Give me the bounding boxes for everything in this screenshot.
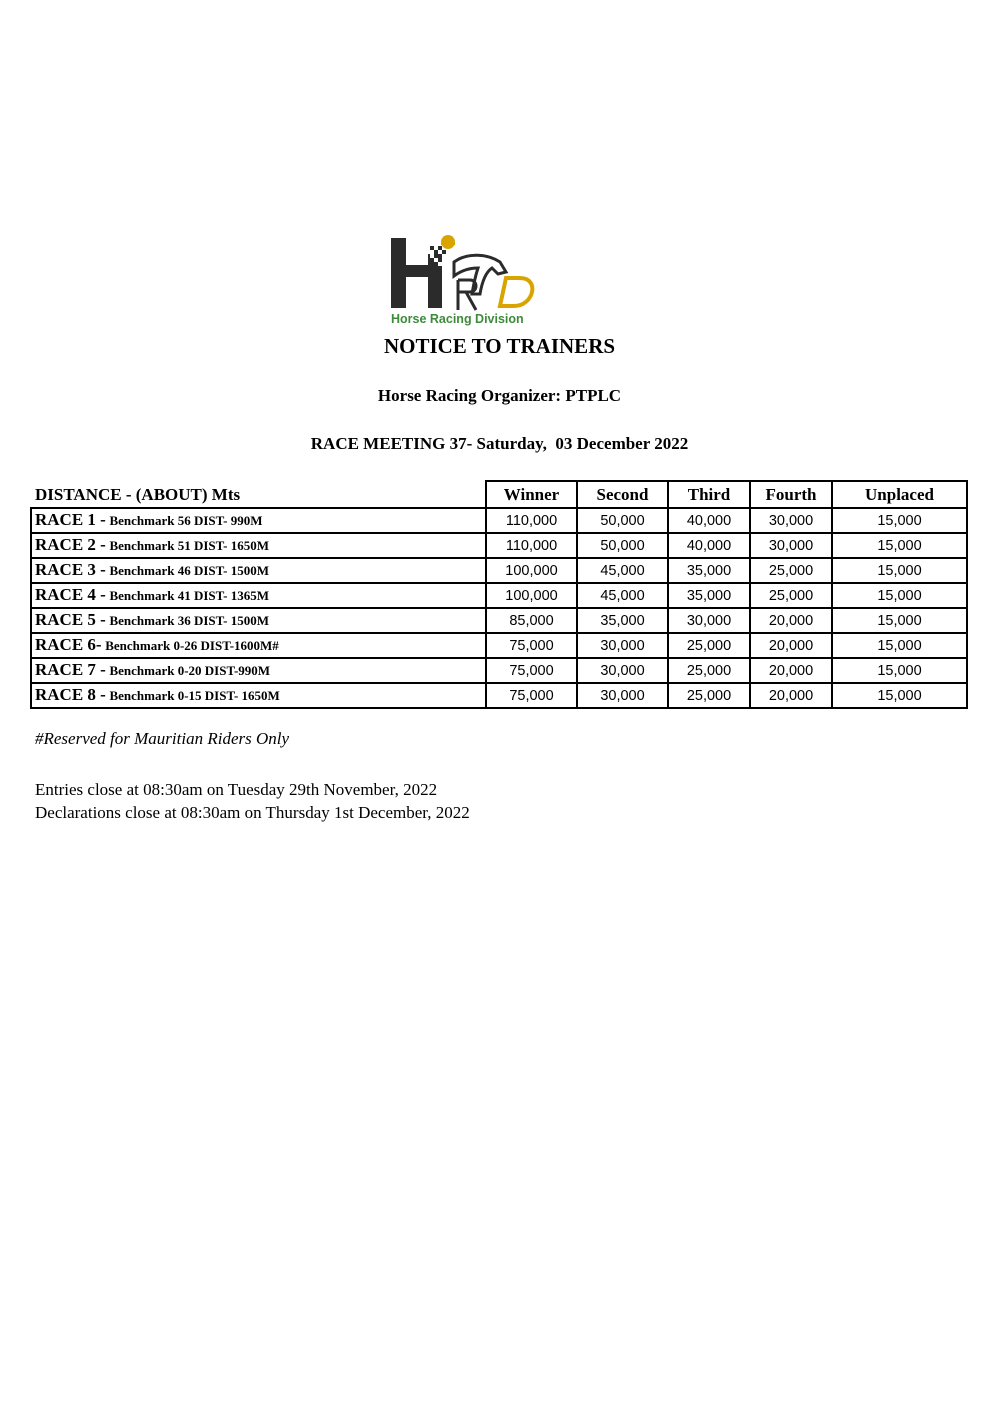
prize-winner: 100,000 — [486, 558, 577, 583]
prize-fourth: 30,000 — [750, 508, 832, 533]
column-header-second: Second — [577, 481, 668, 508]
race-description: Benchmark 36 DIST- 1500M — [109, 613, 269, 628]
prize-third: 40,000 — [668, 533, 750, 558]
horse-racing-logo-icon — [388, 232, 548, 312]
prize-winner: 100,000 — [486, 583, 577, 608]
table-row — [31, 658, 967, 683]
race-description: Benchmark 0-20 DIST-990M — [109, 663, 271, 678]
race-cell — [31, 558, 486, 583]
race-number: RACE 2 - — [35, 535, 106, 554]
prize-fourth: 25,000 — [750, 583, 832, 608]
race-cell — [31, 583, 486, 608]
race-cell — [31, 508, 486, 533]
table-row — [31, 558, 967, 583]
race-number: RACE 7 - — [35, 660, 106, 679]
race-number: RACE 3 - — [35, 560, 106, 579]
distance-header: DISTANCE - (ABOUT) Mts — [31, 481, 486, 508]
prize-unplaced: 15,000 — [832, 508, 967, 533]
race-cell — [31, 608, 486, 633]
prize-winner: 110,000 — [486, 533, 577, 558]
logo-caption: Horse Racing Division — [391, 312, 524, 326]
prize-unplaced: 15,000 — [832, 633, 967, 658]
organizer-line: Horse Racing Organizer: PTPLC — [377, 386, 622, 405]
prize-second: 50,000 — [577, 508, 668, 533]
entries-close-line: Entries close at 08:30am on Tuesday 29th November, 2022 — [35, 780, 438, 799]
column-header-unplaced: Unplaced — [832, 481, 967, 508]
prize-third: 25,000 — [668, 658, 750, 683]
race-number: RACE 5 - — [35, 610, 106, 629]
prize-winner: 75,000 — [486, 683, 577, 708]
race-cell — [31, 533, 486, 558]
race-description: Benchmark 0-26 DIST-1600M# — [105, 638, 279, 653]
prize-third: 30,000 — [668, 608, 750, 633]
prize-fourth: 20,000 — [750, 683, 832, 708]
prize-third: 40,000 — [668, 508, 750, 533]
prize-second: 30,000 — [577, 633, 668, 658]
table-row — [31, 533, 967, 558]
prize-second: 45,000 — [577, 583, 668, 608]
prize-third: 25,000 — [668, 683, 750, 708]
prize-fourth: 25,000 — [750, 558, 832, 583]
prize-third: 25,000 — [668, 633, 750, 658]
prize-unplaced: 15,000 — [832, 608, 967, 633]
column-header-fourth: Fourth — [750, 481, 832, 508]
prize-second: 50,000 — [577, 533, 668, 558]
prize-winner: 85,000 — [486, 608, 577, 633]
prize-unplaced: 15,000 — [832, 558, 967, 583]
race-number: RACE 8 - — [35, 685, 106, 704]
race-number: RACE 4 - — [35, 585, 106, 604]
prize-table — [30, 480, 968, 709]
table-row — [31, 608, 967, 633]
race-description: Benchmark 51 DIST- 1650M — [109, 538, 269, 553]
race-cell — [31, 683, 486, 708]
prize-second: 45,000 — [577, 558, 668, 583]
race-description: Benchmark 46 DIST- 1500M — [109, 563, 269, 578]
hrd-logo — [388, 232, 548, 332]
prize-fourth: 30,000 — [750, 533, 832, 558]
prize-third: 35,000 — [668, 558, 750, 583]
column-header-winner: Winner — [486, 481, 577, 508]
table-row — [31, 633, 967, 658]
prize-unplaced: 15,000 — [832, 658, 967, 683]
prize-unplaced: 15,000 — [832, 683, 967, 708]
race-cell — [31, 658, 486, 683]
race-number: RACE 1 - — [35, 510, 106, 529]
column-header-third: Third — [668, 481, 750, 508]
closing-info — [35, 778, 470, 824]
reserved-note: #Reserved for Mauritian Riders Only — [35, 729, 290, 748]
race-meeting-line: RACE MEETING 37- Saturday, 03 December 2022 — [310, 434, 689, 453]
prize-second: 30,000 — [577, 658, 668, 683]
prize-third: 35,000 — [668, 583, 750, 608]
page-title: NOTICE TO TRAINERS — [383, 334, 616, 358]
table-row — [31, 583, 967, 608]
table-row — [31, 508, 967, 533]
table-row — [31, 683, 967, 708]
prize-fourth: 20,000 — [750, 658, 832, 683]
race-number: RACE 6- — [35, 635, 102, 654]
declarations-close-line: Declarations close at 08:30am on Thursday 1st December, 2022 — [35, 803, 470, 822]
prize-unplaced: 15,000 — [832, 583, 967, 608]
race-description: Benchmark 56 DIST- 990M — [109, 513, 263, 528]
race-cell — [31, 633, 486, 658]
prize-fourth: 20,000 — [750, 633, 832, 658]
table-header-row — [31, 481, 967, 508]
prize-winner: 75,000 — [486, 658, 577, 683]
prize-second: 30,000 — [577, 683, 668, 708]
prize-second: 35,000 — [577, 608, 668, 633]
prize-winner: 110,000 — [486, 508, 577, 533]
prize-winner: 75,000 — [486, 633, 577, 658]
prize-fourth: 20,000 — [750, 608, 832, 633]
race-description: Benchmark 41 DIST- 1365M — [109, 588, 269, 603]
race-description: Benchmark 0-15 DIST- 1650M — [109, 688, 280, 703]
prize-unplaced: 15,000 — [832, 533, 967, 558]
